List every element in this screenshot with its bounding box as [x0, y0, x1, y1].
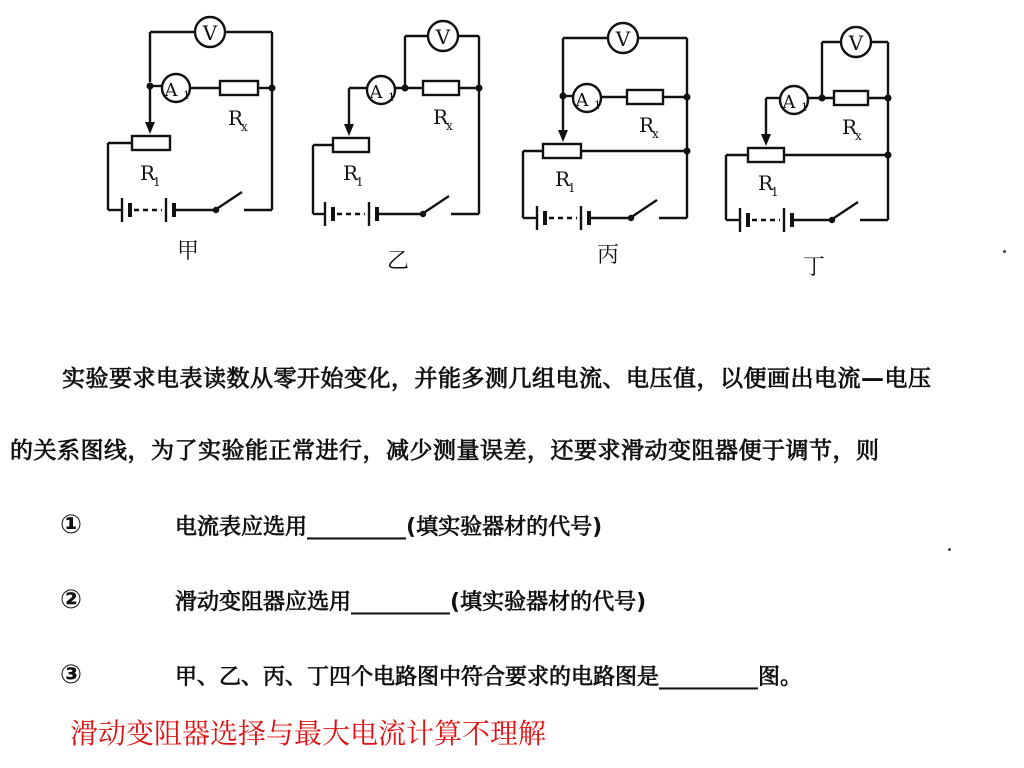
- voltmeter-label: V: [615, 27, 631, 51]
- ammeter-subscript: 1: [183, 89, 190, 102]
- rx-label: R: [842, 115, 858, 139]
- ammeter-label: A: [369, 82, 383, 103]
- answer-blank: _________: [351, 590, 451, 615]
- question-paragraph-line-1: 实验要求电表读数从零开始变化，并能多测几组电流、电压值，以便画出电流—电压: [62, 366, 932, 392]
- question-number: ③: [60, 660, 83, 690]
- r1-label: R: [343, 161, 359, 185]
- rx-subscript: x: [652, 127, 659, 141]
- circuit-caption: 甲: [176, 239, 200, 264]
- circuit-yi: [305, 0, 535, 290]
- voltmeter-label: V: [848, 31, 864, 55]
- r1-subscript: 1: [568, 181, 576, 195]
- circuit-ding-svg: [718, 0, 948, 290]
- circuit-ding: [718, 0, 948, 290]
- question-number: ②: [60, 585, 83, 615]
- question-suffix: 图。: [758, 665, 803, 690]
- teacher-note: 滑动变阻器选择与最大电流计算不理解: [70, 717, 547, 750]
- question-suffix: (填实验器材的代号): [406, 515, 603, 540]
- circuit-diagrams: [0, 0, 1024, 300]
- circuit-bing-svg: [515, 0, 745, 290]
- rx-label: R: [228, 106, 244, 130]
- circuit-caption: 乙: [386, 249, 410, 274]
- question-paragraph-line-2: 的关系图线，为了实验能正常进行，减少测量误差，还要求滑动变阻器便于调节，则: [10, 438, 880, 464]
- ammeter-subscript: 1: [594, 99, 601, 112]
- r1-label: R: [140, 161, 156, 185]
- voltmeter-label: V: [435, 25, 451, 49]
- question-prompt: 滑动变阻器应选用: [175, 590, 352, 615]
- r1-label: R: [758, 171, 774, 195]
- question-number: ①: [60, 510, 83, 540]
- ammeter-label: A: [575, 90, 589, 111]
- circuit-caption: 丁: [802, 255, 826, 280]
- ammeter-label: A: [782, 92, 796, 113]
- rx-label: R: [433, 105, 449, 129]
- ammeter-label: A: [164, 80, 178, 101]
- rx-subscript: x: [855, 129, 862, 143]
- ammeter-subscript: 1: [801, 101, 808, 114]
- question-prompt: 电流表应选用: [175, 515, 308, 540]
- circuit-bing: [515, 0, 745, 290]
- question-text: [175, 660, 802, 691]
- r1-subscript: 1: [356, 175, 364, 189]
- question-suffix: (填实验器材的代号): [450, 590, 647, 615]
- question-prompt: 甲、乙、丙、丁四个电路图中符合要求的电路图是: [175, 665, 660, 690]
- scan-speck: [948, 548, 951, 551]
- scan-speck: [1003, 250, 1006, 253]
- circuit-caption: 丙: [596, 243, 620, 268]
- answer-blank: _________: [307, 515, 407, 540]
- answer-blank: _________: [659, 665, 759, 690]
- question-text: [175, 585, 646, 616]
- rx-label: R: [639, 113, 655, 137]
- ammeter-subscript: 1: [388, 91, 395, 104]
- rx-subscript: x: [446, 119, 453, 133]
- circuit-jia-svg: [100, 0, 330, 290]
- circuit-jia: [100, 0, 330, 290]
- r1-subscript: 1: [771, 185, 779, 199]
- voltmeter-label: V: [202, 21, 218, 45]
- rx-subscript: x: [241, 120, 248, 134]
- r1-label: R: [555, 167, 571, 191]
- r1-subscript: 1: [153, 175, 161, 189]
- circuit-yi-svg: [305, 0, 535, 290]
- question-text: [175, 510, 602, 541]
